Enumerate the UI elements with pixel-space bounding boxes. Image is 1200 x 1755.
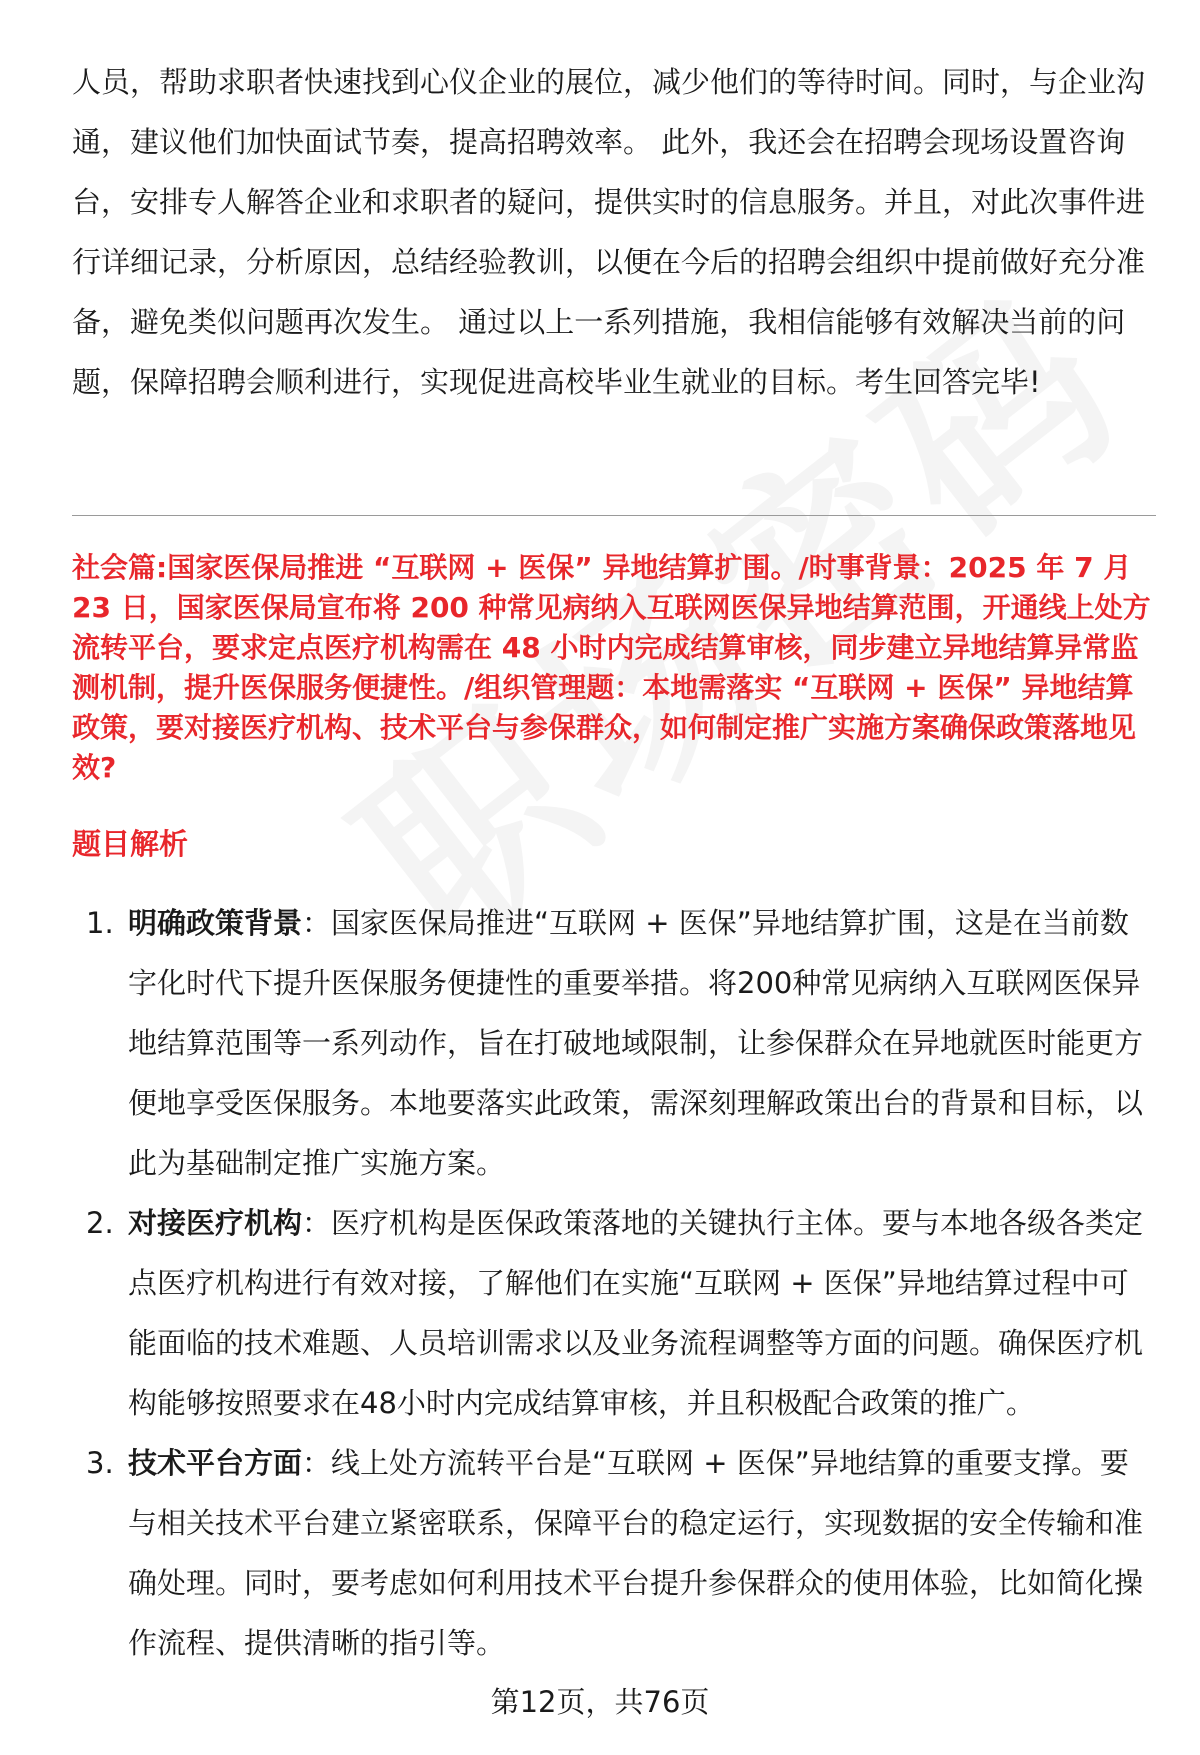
point-separator: ： [302,906,332,940]
point-title: 明确政策背景 [128,906,303,940]
intro-paragraph: 人员，帮助求职者快速找到心仪企业的展位，减少他们的等待时间。同时，与企业沟通，建议他们加快面试节奏，提高招聘效率。 此外，我还会在招聘会现场设置咨询台，安排专人解答企业和求职者的疑问，提供实时的信息服务。并且，对此次事件进行详细记录，分析原因，总结经验教训，以便在今后的招聘会组织中提前做好充分准备，避免类似问题再次发生。 通过以上一系列措施，我相信能够有效解决当前的问题，保障招聘会顺利进行，实现促进高校毕业生就业的目标。考生回答完毕! [72,65,1146,399]
point-body: 线上处方流转平台是“互联网 + 医保”异地结算的重要支撑。要与相关技术平台建立紧密联系，保障平台的稳定运行，实现数据的安全传输和准确处理。同时，要考虑如何利用技术平台提升参保群众的使用体验，比如简化操作流程、提供清晰的指引等。 [128,1446,1144,1660]
point-number: 2. [86,1206,114,1240]
analysis-point-3 [72,1433,1156,1673]
point-number: 1. [86,906,114,940]
point-body: 医疗机构是医保政策落地的关键执行主体。要与本地各级各类定点医疗机构进行有效对接，了解他们在实施“互联网 + 医保”异地结算过程中可能面临的技术难题、人员培训需求以及业务流程调整等方面的问题。确保医疗机构能够按照要求在48小时内完成结算审核，并且积极配合政策的推广。 [128,1206,1144,1420]
analysis-point-1 [72,893,1156,1193]
point-body: 国家医保局推进“互联网 + 医保”异地结算扩围，这是在当前数字化时代下提升医保服务便捷性的重要举措。将200种常见病纳入互联网医保异地结算范围等一系列动作，旨在打破地域限制，让参保群众在异地就医时能更方便地享受医保服务。本地要落实此政策，需深刻理解政策出台的背景和目标，以此为基础制定推广实施方案。 [128,906,1144,1180]
question-title: 社会篇:国家医保局推进 “互联网 + 医保” 异地结算扩围。/时事背景：2025 年 7 月 23 日，国家医保局宣布将 200 种常见病纳入互联网医保异地结算范围，开通线上处方流转平台，要求定点医疗机构需在 48 小时内完成结算审核，同步建立异地结算异常监测机制，提升医保服务便捷性。/组织管理题：本地需落实 “互联网 + 医保” 异地结算政策，要对接医疗机构、技术平台与参保群众，如何制定推广实施方案确保政策落地见效? [72,551,1151,784]
point-separator: ： [302,1206,332,1240]
point-title: 对接医疗机构 [128,1206,303,1240]
analysis-heading: 题目解析 [72,827,189,861]
analysis-list [72,893,1156,1673]
page-number: 第12页，共76页 [490,1685,710,1719]
point-number: 3. [86,1446,114,1480]
point-title: 技术平台方面 [128,1446,303,1480]
analysis-point-2 [72,1193,1156,1433]
section-divider [72,515,1156,516]
point-separator: ： [302,1446,332,1480]
